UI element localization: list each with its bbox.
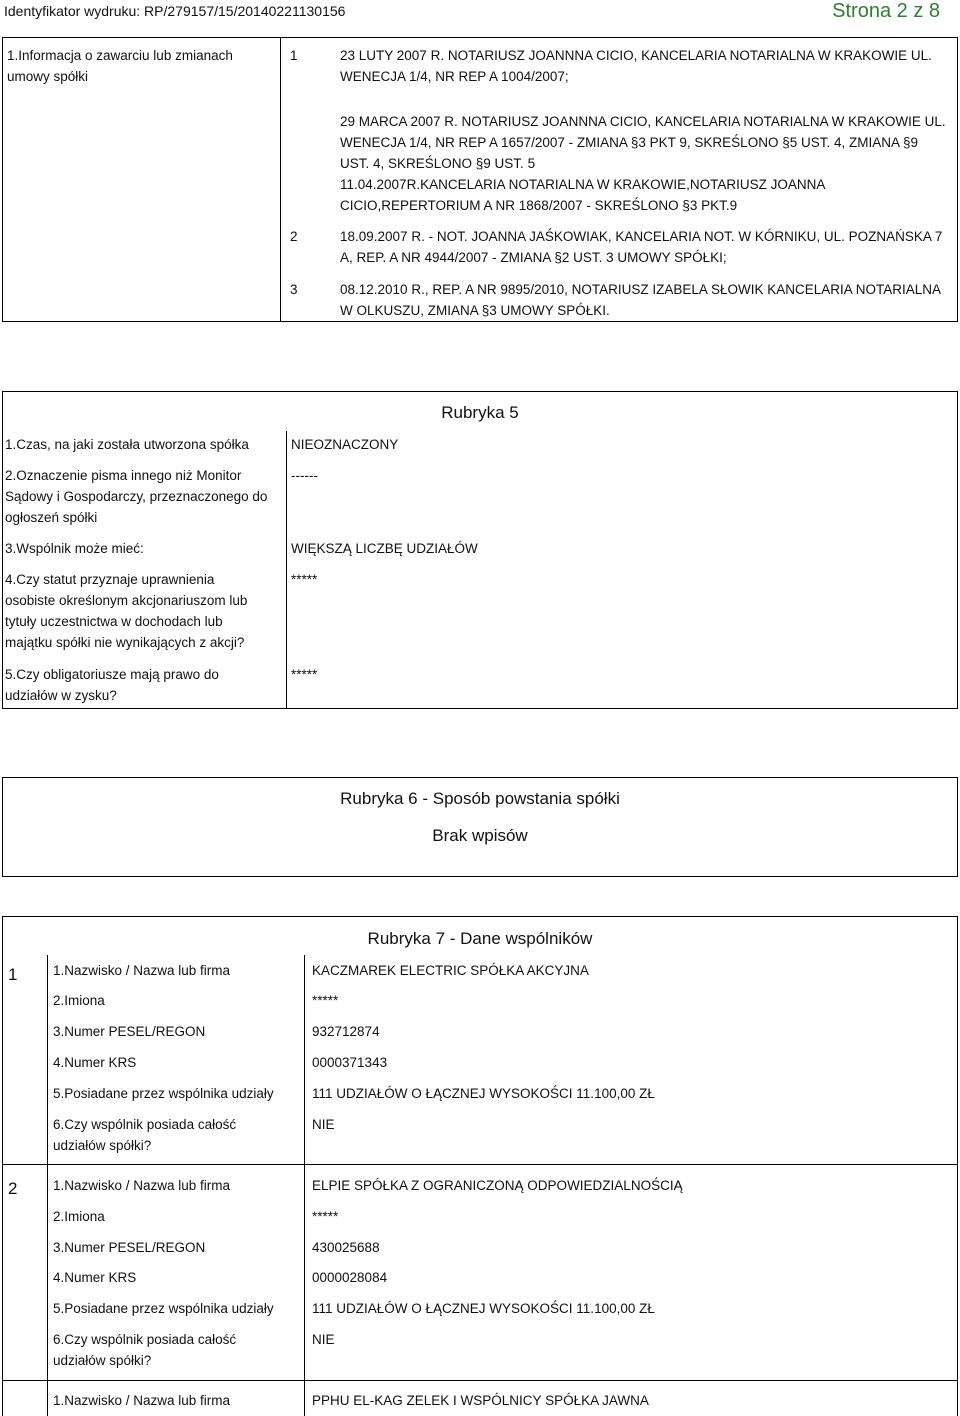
label-line: ogłoszeń spółki	[5, 510, 98, 525]
rubryka-5-label	[5, 664, 219, 706]
divider	[2, 1164, 958, 1165]
partner-value: KACZMAREK ELECTRIC SPÓŁKA AKCYJNA	[312, 963, 589, 978]
rubryka-5-value: ------	[291, 468, 318, 483]
entry-line: UST. 4, SKREŚLONO §9 UST. 5	[340, 156, 536, 171]
partner-label: 5.Posiadane przez wspólnika udziały	[53, 1086, 274, 1101]
partner-value: NIE	[312, 1117, 335, 1132]
label-line: 6.Czy wspólnik posiada całość	[53, 1117, 237, 1132]
label-line: 5.Czy obligatoriusze mają prawo do	[5, 667, 219, 682]
partner-label: 1.Nazwisko / Nazwa lub firma	[53, 963, 231, 978]
entry-text	[340, 45, 932, 87]
label-line: 4.Czy statut przyznaje uprawnienia	[5, 572, 215, 587]
partner-value: NIE	[312, 1332, 335, 1347]
rubryka-5-title: Rubryka 5	[441, 403, 519, 422]
rubryka-6-title: Rubryka 6 - Sposób powstania spółki	[340, 789, 620, 808]
contract-info-label-text: 1.Informacja o zawarciu lub zmianach umowy spółki	[7, 48, 233, 84]
partner-value: 0000028084	[312, 1270, 388, 1285]
partner-number: 1	[8, 965, 18, 984]
print-identifier: Identyfikator wydruku: RP/279157/15/20140221130156	[4, 3, 346, 19]
entry-line: W OLKUSZU, ZMIANA §3 UMOWY SPÓŁKI.	[340, 303, 610, 318]
entry-text	[340, 226, 942, 268]
label-line: udziałów spółki?	[53, 1353, 152, 1368]
print-header	[0, 0, 960, 22]
entry-line: 08.12.2010 R., REP. A NR 9895/2010, NOTARIUSZ IZABELA SŁOWIK KANCELARIA NOTARIALNA	[340, 282, 942, 297]
partner-value: 430025688	[312, 1240, 380, 1255]
divider	[286, 431, 287, 709]
entry-line: 29 MARCA 2007 R. NOTARIUSZ JOANNNA CICIO, KANCELARIA NOTARIALNA W KRAKOWIE UL.	[340, 114, 946, 129]
rubryka-5-label	[5, 465, 267, 528]
rubryka-5-value: *****	[291, 572, 318, 587]
partner-label: 3.Numer PESEL/REGON	[53, 1024, 206, 1039]
label-line: 2.Oznaczenie pisma innego niż Monitor	[5, 468, 242, 483]
partner-label: 1.Nazwisko / Nazwa lub firma	[53, 1178, 231, 1193]
rubryka-5-label	[5, 538, 144, 559]
label-line: 3.Wspólnik może mieć:	[5, 541, 144, 556]
partner-label: 2.Imiona	[53, 993, 105, 1008]
partner-label: 2.Imiona	[53, 1209, 105, 1224]
entry-number: 1	[290, 48, 298, 63]
page-number: Strona 2 z 8	[832, 0, 940, 22]
divider	[280, 37, 281, 322]
rubryka-5-label	[5, 434, 249, 455]
entry-text	[340, 111, 946, 216]
label-line: tytuły uczestnictwa w dochodach lub	[5, 614, 223, 629]
entry-line: A, REP. A NR 4944/2007 - ZMIANA §2 UST. 3 UMOWY SPÓŁKI;	[340, 250, 727, 265]
partner-label: 4.Numer KRS	[53, 1270, 137, 1285]
entry-line: WENECJA 1/4, NR REP A 1004/2007;	[340, 69, 569, 84]
entry-line: WENECJA 1/4, NR REP A 1657/2007 - ZMIANA §3 PKT 9, SKREŚLONO §5 UST. 4, ZMIANA §9	[340, 135, 918, 150]
label-line: osobiste określonym akcjonariuszom lub	[5, 593, 248, 608]
partner-label: 1.Nazwisko / Nazwa lub firma	[53, 1393, 231, 1408]
partner-value: ELPIE SPÓŁKA Z OGRANICZONĄ ODPOWIEDZIALNOŚCIĄ	[312, 1178, 683, 1193]
rubryka-5-value: *****	[291, 667, 318, 682]
partner-value: PPHU EL-KAG ZELEK I WSPÓLNICY SPÓŁKA JAWNA	[312, 1393, 649, 1408]
rubryka-7-title: Rubryka 7 - Dane wspólników	[367, 929, 593, 948]
rubryka-6-empty: Brak wpisów	[432, 826, 528, 845]
divider	[2, 1380, 958, 1381]
partner-label: 5.Posiadane przez wspólnika udziały	[53, 1301, 274, 1316]
partner-label	[53, 1329, 236, 1371]
partner-value: *****	[312, 993, 339, 1008]
partner-label: 4.Numer KRS	[53, 1055, 137, 1070]
label-line: majątku spółki nie wynikających z akcji?	[5, 635, 245, 650]
entry-line: 18.09.2007 R. - NOT. JOANNA JAŚKOWIAK, KANCELARIA NOT. W KÓRNIKU, UL. POZNAŃSKA 7	[340, 229, 943, 244]
contract-info-label	[7, 45, 275, 87]
entry-line: CICIO,REPERTORIUM A NR 1868/2007 - SKREŚLONO §3 PKT.9	[340, 198, 738, 213]
partner-number: 2	[8, 1179, 18, 1198]
partner-label: 3.Numer PESEL/REGON	[53, 1240, 206, 1255]
entry-line: 23 LUTY 2007 R. NOTARIUSZ JOANNNA CICIO, KANCELARIA NOTARIALNA W KRAKOWIE UL.	[340, 48, 932, 63]
divider	[304, 955, 305, 1416]
partner-label	[53, 1114, 236, 1156]
partner-value: 111 UDZIAŁÓW O ŁĄCZNEJ WYSOKOŚCI 11.100,00 ZŁ	[312, 1301, 655, 1316]
partner-value: 932712874	[312, 1024, 380, 1039]
label-line: 6.Czy wspólnik posiada całość	[53, 1332, 237, 1347]
partner-value: 0000371343	[312, 1055, 388, 1070]
label-line: udziałów spółki?	[53, 1138, 152, 1153]
rubryka-5-value: WIĘKSZĄ LICZBĘ UDZIAŁÓW	[291, 541, 478, 556]
partner-value: 111 UDZIAŁÓW O ŁĄCZNEJ WYSOKOŚCI 11.100,00 ZŁ	[312, 1086, 655, 1101]
entry-line: 11.04.2007R.KANCELARIA NOTARIALNA W KRAKOWIE,NOTARIUSZ JOANNA	[340, 177, 826, 192]
rubryka-5-label	[5, 569, 247, 653]
label-line: udziałów w zysku?	[5, 688, 117, 703]
rubryka-5-value: NIEOZNACZONY	[291, 437, 399, 452]
divider	[47, 955, 48, 1416]
partner-value: *****	[312, 1209, 339, 1224]
entry-text	[340, 279, 941, 321]
entry-number: 3	[290, 282, 298, 297]
label-line: 1.Czas, na jaki została utworzona spółka	[5, 437, 249, 452]
label-line: Sądowy i Gospodarczy, przeznaczonego do	[5, 489, 268, 504]
entry-number: 2	[290, 229, 298, 244]
